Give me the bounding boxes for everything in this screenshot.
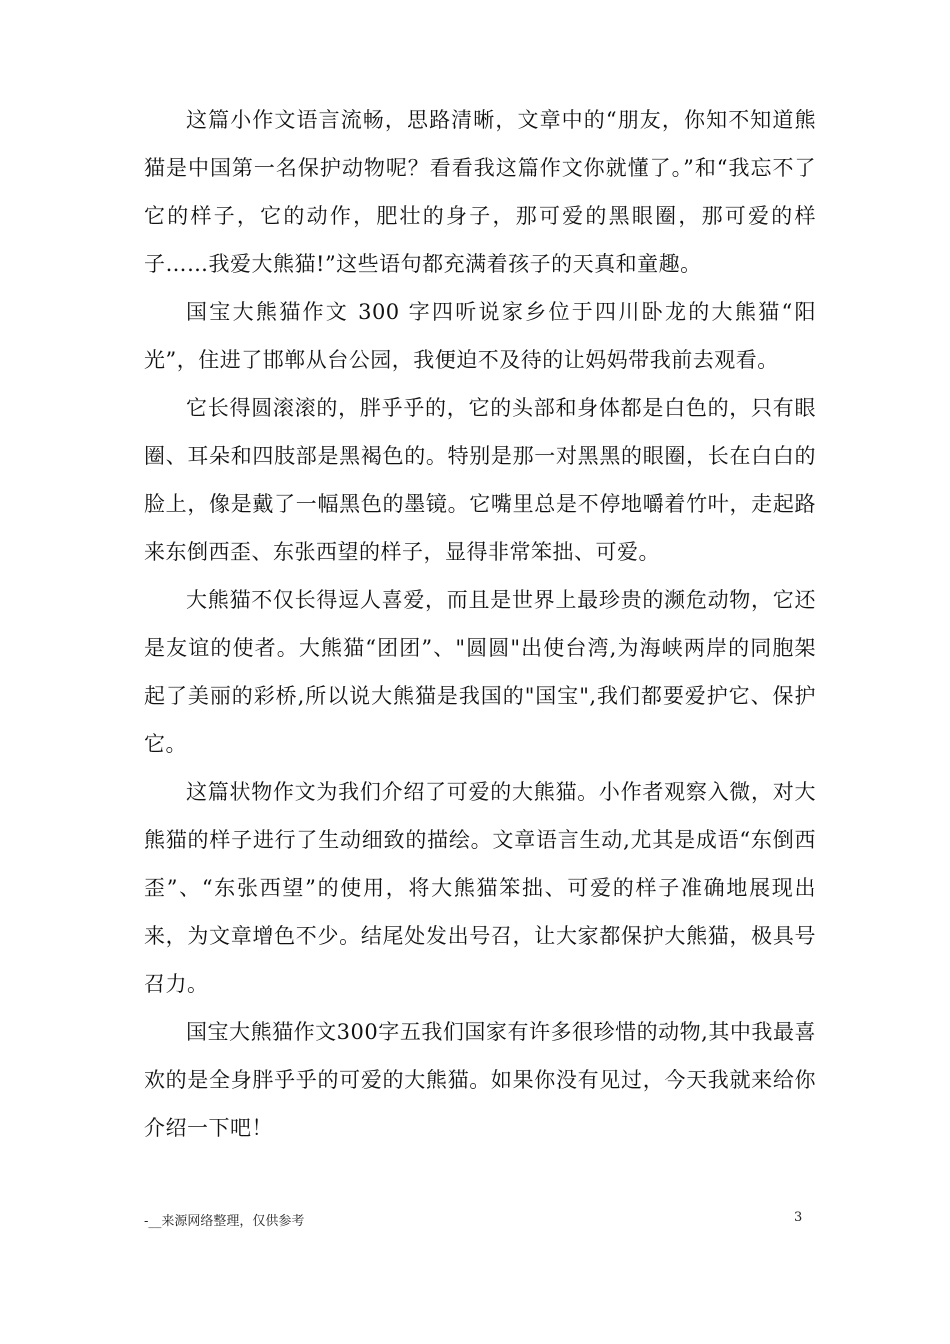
paragraph-6: 国宝大熊猫作文300字五我们国家有许多很珍惜的动物,其中我最喜欢的是全身胖乎乎的可爱的大熊猫。如果你没有见过，今天我就来给你介绍一下吧！ xyxy=(144,1020,816,1140)
paragraph-1: 这篇小作文语言流畅，思路清晰，文章中的“朋友，你知不知道熊猫是中国第一名保护动物呢？看看我这篇作文你就懂了。”和“我忘不了它的样子，它的动作，肥壮的身子，那可爱的黑眼圈，那可爱的样子……我爱大熊猫!”这些语句都充满着孩子的天真和童趣。 xyxy=(144,108,816,276)
paragraph-3: 它长得圆滚滚的，胖乎乎的，它的头部和身体都是白色的，只有眼圈、耳朵和四肢部是黑褐色的。特别是那一对黑黑的眼圈，长在白白的脸上，像是戴了一幅黑色的墨镜。它嘴里总是不停地嚼着竹叶，走起路来东倒西歪、东张西望的样子，显得非常笨拙、可爱。 xyxy=(144,396,816,564)
body-text xyxy=(144,96,816,1152)
paragraph-5: 这篇状物作文为我们介绍了可爱的大熊猫。小作者观察入微，对大熊猫的样子进行了生动细致的描绘。文章语言生动,尤其是成语“东倒西歪”、“东张西望”的使用，将大熊猫笨拙、可爱的样子准确地展现出来，为文章增色不少。结尾处发出号召，让大家都保护大熊猫，极具号召力。 xyxy=(144,780,816,996)
footer-note: -__来源网络整理，仅供参考 xyxy=(144,1214,305,1229)
paragraph-4: 大熊猫不仅长得逗人喜爱，而且是世界上最珍贵的濒危动物，它还是友谊的使者。大熊猫“团团”、"圆圆"出使台湾,为海峡两岸的同胞架起了美丽的彩桥,所以说大熊猫是我国的"国宝",我们都要爱护它、保护它。 xyxy=(144,588,816,756)
paragraph-2: 国宝大熊猫作文 300 字四听说家乡位于四川卧龙的大熊猫“阳光”，住进了邯郸从台公园，我便迫不及待的让妈妈带我前去观看。 xyxy=(144,300,816,372)
page-number: 3 xyxy=(794,1210,803,1225)
